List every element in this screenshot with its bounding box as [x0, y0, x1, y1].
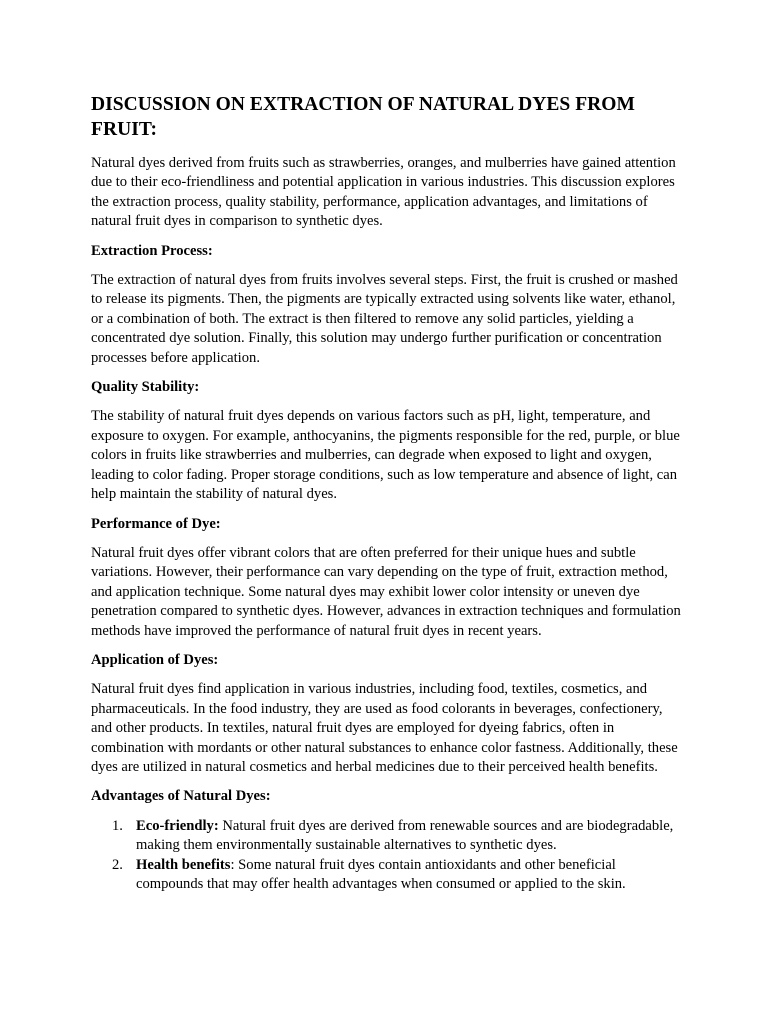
list-item	[91, 817, 681, 856]
section-heading-performance: Performance of Dye:	[91, 515, 221, 532]
document-page	[91, 92, 681, 894]
advantages-list	[91, 817, 681, 895]
section-body-application: Natural fruit dyes find application in various industries, including food, textiles, cosmetics, and pharmaceuticals. In the food industry, they are used as food colorants in beverages, confectionery, and other products. In textiles, natural fruit dyes are employed for dyeing fabrics, often in combination with mordants or other natural substances to enhance color fastness. Additionally, these dyes are utilized in natural cosmetics and herbal medicines due to their perceived health benefits.	[91, 681, 678, 775]
section-body-performance: Natural fruit dyes offer vibrant colors that are often preferred for their unique hues and subtle variations. However, their performance can vary depending on the type of fruit, extraction method, and application technique. Some natural dyes may exhibit lower color intensity or uneven dye penetration compared to synthetic dyes. However, advances in extraction techniques and formulation methods have improved the performance of natural fruit dyes in recent years.	[91, 544, 681, 639]
section-body-extraction: The extraction of natural dyes from fruits involves several steps. First, the fruit is crushed or mashed to release its pigments. Then, the pigments are typically extracted using solvents like water, ethanol, or a combination of both. The extract is then filtered to remove any solid particles, yielding a concentrated dye solution. Finally, this solution may undergo further purification or concentration processes before application.	[91, 272, 678, 366]
section-heading-extraction: Extraction Process:	[91, 242, 213, 259]
list-item-number: 1.	[112, 817, 123, 834]
list-item-text: Natural fruit dyes are derived from renewable sources and are biodegradable, making them environmentally sustainable alternatives to synthetic dyes.	[136, 817, 674, 854]
section-heading-quality-stability: Quality Stability:	[91, 379, 200, 396]
intro-paragraph: Natural dyes derived from fruits such as strawberries, oranges, and mulberries have gained attention due to their eco-friendliness and potential application in various industries. This discussion explores the extraction process, quality stability, performance, application advantages, and limitations of natural fruit dyes in comparison to synthetic dyes.	[91, 155, 676, 230]
list-item-term: Eco-friendly:	[136, 817, 219, 834]
list-item-term: Health benefits	[136, 856, 231, 873]
section-heading-advantages: Advantages of Natural Dyes:	[91, 788, 271, 805]
list-item	[91, 856, 681, 895]
list-item-text: : Some natural fruit dyes contain antioxidants and other beneficial compounds that may offer health advantages when consumed or applied to the skin.	[136, 856, 626, 892]
list-item-number: 2.	[112, 856, 123, 873]
document-title: DISCUSSION ON EXTRACTION OF NATURAL DYES FROM FRUIT:	[91, 94, 635, 140]
section-heading-application: Application of Dyes:	[91, 651, 219, 668]
section-body-quality-stability: The stability of natural fruit dyes depends on various factors such as pH, light, temperature, and exposure to oxygen. For example, anthocyanins, the pigments responsible for the red, purple, or blue colors in fruits like strawberries and mulberries, can degrade when exposed to light and oxygen, leading to color fading. Proper storage conditions, such as low temperature and absence of light, can help maintain the stability of natural dyes.	[91, 408, 680, 503]
